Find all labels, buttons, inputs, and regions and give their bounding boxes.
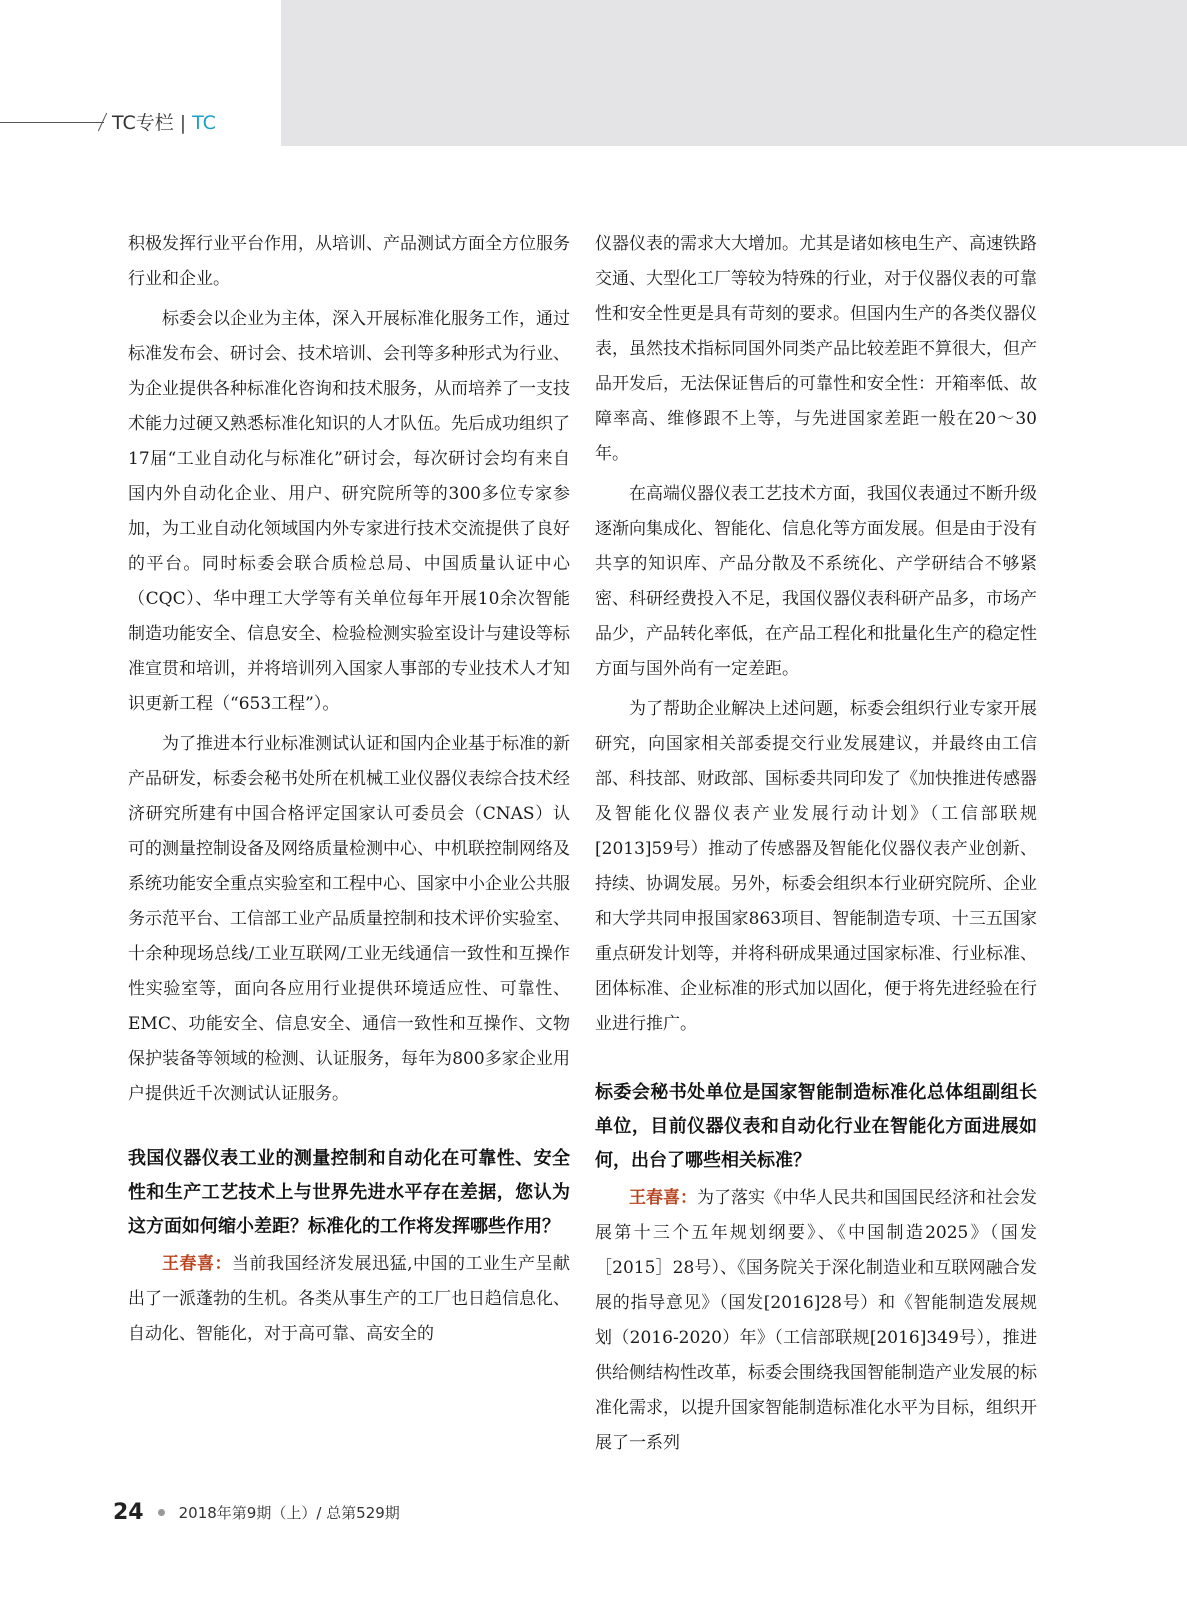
paragraph: 标委会以企业为主体，深入开展标准化服务工作，通过标准发布会、研讨会、技术培训、会刊等多种形式为行业、为企业提供各种标准化咨询和技术服务，从而培养了一支技术能力过硬又熟悉标准化知识的人才队伍。先后成功组织了17届“工业自动化与标准化”研讨会，每次研讨会均有来自国内外自动化企业、用户、研究院所等的300多位专家参加，为工业自动化领域国内外专家进行技术交流提供了良好的平台。同时标委会联合质检总局、中国质量认证中心（CQC）、华中理工大学等有关单位每年开展10余次智能制造功能安全、信息安全、检验检测实验室设计与建设等标准宣贯和培训，并将培训列入国家人事部的专业技术人才知识更新工程（“653工程”）。 bbox=[128, 309, 570, 714]
question-heading: 标委会秘书处单位是国家智能制造标准化总体组副组长单位，目前仪器仪表和自动化行业在智能化方面进展如何，出台了哪些相关标准？ bbox=[595, 1082, 1037, 1171]
answer-text: 当前我国经济发展迅猛,中国的工业生产呈献出了一派蓬勃的生机。各类从事生产的工厂也日趋信息化、自动化、智能化，对于高可靠、高安全的 bbox=[128, 1254, 571, 1344]
bullet-dot-icon bbox=[158, 1509, 165, 1516]
paragraph: 为了帮助企业解决上述问题，标委会组织行业专家开展研究，向国家相关部委提交行业发展建议，并最终由工信部、科技部、财政部、国标委共同印发了《加快推进传感器及智能化仪器仪表产业发展行动计划》（工信部联规[2013]59号）推动了传感器及智能化仪器仪表产业创新、持续、协调发展。另外，标委会组织本行业研究院所、企业和大学共同申报国家863项目、智能制造专项、十三五国家重点研发计划等，并将科研成果通过国家标准、行业标准、团体标准、企业标准的形式加以固化，便于将先进经验在行业进行推广。 bbox=[595, 699, 1037, 1034]
left-column bbox=[128, 227, 570, 1352]
right-column bbox=[595, 227, 1037, 1461]
section-header bbox=[112, 108, 216, 135]
speaker-name: 王春喜： bbox=[162, 1254, 233, 1274]
question-heading: 我国仪器仪表工业的测量控制和自动化在可靠性、安全性和生产工艺技术上与世界先进水平存在差据，您认为这方面如何缩小差距？标准化的工作将发挥哪些作用？ bbox=[128, 1148, 570, 1237]
section-title: TC专栏 bbox=[112, 112, 174, 134]
answer-paragraph bbox=[595, 1181, 1037, 1461]
answer-paragraph bbox=[128, 1247, 570, 1352]
paragraph: 仪器仪表的需求大大增加。尤其是诸如核电生产、高速铁路交通、大型化工厂等较为特殊的行业，对于仪器仪表的可靠性和安全性更是具有苛刻的要求。但国内生产的各类仪器仪表，虽然技术指标同国外同类产品比较差距不算很大，但产品开发后，无法保证售后的可靠性和安全性：开箱率低、故障率高、维修跟不上等，与先进国家差距一般在20～30年。 bbox=[595, 234, 1037, 464]
header-rule bbox=[0, 122, 104, 123]
speaker-name: 王春喜： bbox=[629, 1188, 697, 1208]
header-separator: | bbox=[179, 112, 187, 134]
header-grey-band bbox=[281, 0, 1187, 146]
issue-info: 2018年第9期（上）/ 总第529期 bbox=[178, 1504, 400, 1522]
answer-text: 为了落实《中华人民共和国国民经济和社会发展第十三个五年规划纲要》、《中国制造2025》（国发［2015］28号）、《国务院关于深化制造业和互联网融合发展的指导意见》（国发[2016]28号）和《智能制造发展规划（2016-2020）年》（工信部联规[2016]349号），推进供给侧结构性改革，标委会围绕我国智能制造产业发展的标准化需求，以提升国家智能制造标准化水平为目标，组织开展了一系列 bbox=[595, 1188, 1037, 1453]
paragraph: 积极发挥行业平台作用，从培训、产品测试方面全方位服务行业和企业。 bbox=[128, 234, 570, 289]
page-footer bbox=[113, 1500, 400, 1525]
paragraph: 为了推进本行业标准测试认证和国内企业基于标准的新产品研发，标委会秘书处所在机械工业仪器仪表综合技术经济研究所建有中国合格评定国家认可委员会（CNAS）认可的测量控制设备及网络质量检测中心、中机联控制网络及系统功能安全重点实验室和工程中心、国家中小企业公共服务示范平台、工信部工业产品质量控制和技术评价实验室、十余种现场总线/工业互联网/工业无线通信一致性和互操作性实验室等，面向各应用行业提供环境适应性、可靠性、EMC、功能安全、信息安全、通信一致性和互操作、文物保护装备等领域的检测、认证服务，每年为800多家企业用户提供近千次测试认证服务。 bbox=[128, 734, 570, 1104]
page-number: 24 bbox=[113, 1500, 144, 1525]
section-tag: TC bbox=[192, 112, 216, 134]
paragraph: 在高端仪器仪表工艺技术方面，我国仪表通过不断升级逐渐向集成化、智能化、信息化等方面发展。但是由于没有共享的知识库、产品分散及不系统化、产学研结合不够紧密、科研经费投入不足，我国仪器仪表科研产品多，市场产品少，产品转化率低，在产品工程化和批量化生产的稳定性方面与国外尚有一定差距。 bbox=[595, 484, 1037, 679]
